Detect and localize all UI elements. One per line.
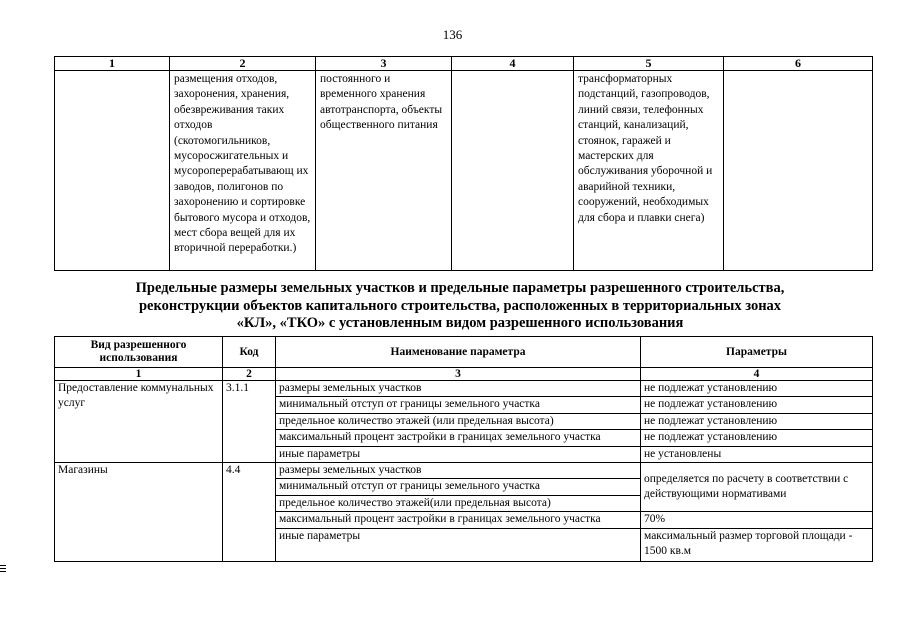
param-value-cell: не подлежат установлению <box>641 413 873 429</box>
col-number: 3 <box>316 57 452 71</box>
col-number: 2 <box>223 368 276 381</box>
col-number: 4 <box>452 57 574 71</box>
table-row <box>55 381 873 397</box>
table-cell <box>452 71 574 271</box>
table-row <box>55 463 873 479</box>
param-name-cell: иные параметры <box>276 528 641 561</box>
use-type-cell: Магазины <box>55 463 223 562</box>
header-code: Код <box>223 337 276 368</box>
column-number-row <box>55 57 873 71</box>
header-param-name: Наименование параметра <box>276 337 641 368</box>
col-number: 2 <box>170 57 316 71</box>
col-number: 1 <box>55 368 223 381</box>
param-value-cell: максимальный размер торговой площади - 1500 кв.м <box>641 528 873 561</box>
column-number-row <box>55 368 873 381</box>
param-value-cell: определяется по расчету в соответствии с действующими нормативами <box>641 463 873 512</box>
param-value-cell: не подлежат установлению <box>641 381 873 397</box>
param-name-cell: максимальный процент застройки в границах земельного участка <box>276 512 641 528</box>
table-cell: трансформаторных подстанций, газопроводов, линий связи, телефонных станций, канализаций, стоянок, гаражей и мастерских для обслуживания уборочной и аварийной техники, сооружений, необходимых для сбора и плавки снега) <box>574 71 724 271</box>
parameters-table <box>54 336 873 562</box>
use-type-cell: Предоставление коммунальных услуг <box>55 381 223 463</box>
heading-line: «КЛ», «ТКО» с установленным видом разрешенного использования <box>236 315 684 331</box>
col-number: 5 <box>574 57 724 71</box>
param-value-cell: не подлежат установлению <box>641 430 873 446</box>
param-name-cell: предельное количество этажей(или предельная высота) <box>276 495 641 511</box>
col-number: 3 <box>276 368 641 381</box>
table-cell: размещения отходов, захоронения, хранения, обезвреживания таких отходов (скотомогильников, мусоросжигательных и мусороперерабатывающ их заводов, полигонов по захоронению и сортировке бытового мусора и отходов, мест сбора вещей для их вторичной переработки.) <box>170 71 316 271</box>
section-heading <box>60 280 860 333</box>
param-name-cell: размеры земельных участков <box>276 381 641 397</box>
header-use: Вид разрешенного использования <box>55 337 223 368</box>
table-row <box>55 71 873 271</box>
param-value-cell: не подлежат установлению <box>641 397 873 413</box>
heading-line: Предельные размеры земельных участков и предельные параметры разрешенного строительства, <box>135 280 785 296</box>
table-cell <box>55 71 170 271</box>
param-name-cell: иные параметры <box>276 446 641 462</box>
param-name-cell: максимальный процент застройки в границах земельного участка <box>276 430 641 446</box>
page-number: 136 <box>442 27 463 42</box>
col-number: 1 <box>55 57 170 71</box>
header-param-value: Параметры <box>641 337 873 368</box>
table-cell: постоянного и временного хранения автотранспорта, объекты общественного питания <box>316 71 452 271</box>
header-row <box>55 337 873 368</box>
param-name-cell: минимальный отступ от границы земельного участка <box>276 397 641 413</box>
param-name-cell: размеры земельных участков <box>276 463 641 479</box>
margin-mark <box>0 565 6 574</box>
table-cell <box>724 71 873 271</box>
code-cell: 3.1.1 <box>223 381 276 463</box>
col-number: 4 <box>641 368 873 381</box>
continuation-table <box>54 56 873 271</box>
heading-line: реконструкции объектов капитального строительства, расположенных в территориальных зонах <box>138 297 782 314</box>
param-value-cell: 70% <box>641 512 873 528</box>
param-value-cell: не установлены <box>641 446 873 462</box>
param-name-cell: минимальный отступ от границы земельного участка <box>276 479 641 495</box>
col-number: 6 <box>724 57 873 71</box>
code-cell: 4.4 <box>223 463 276 562</box>
param-name-cell: предельное количество этажей (или предельная высота) <box>276 413 641 429</box>
